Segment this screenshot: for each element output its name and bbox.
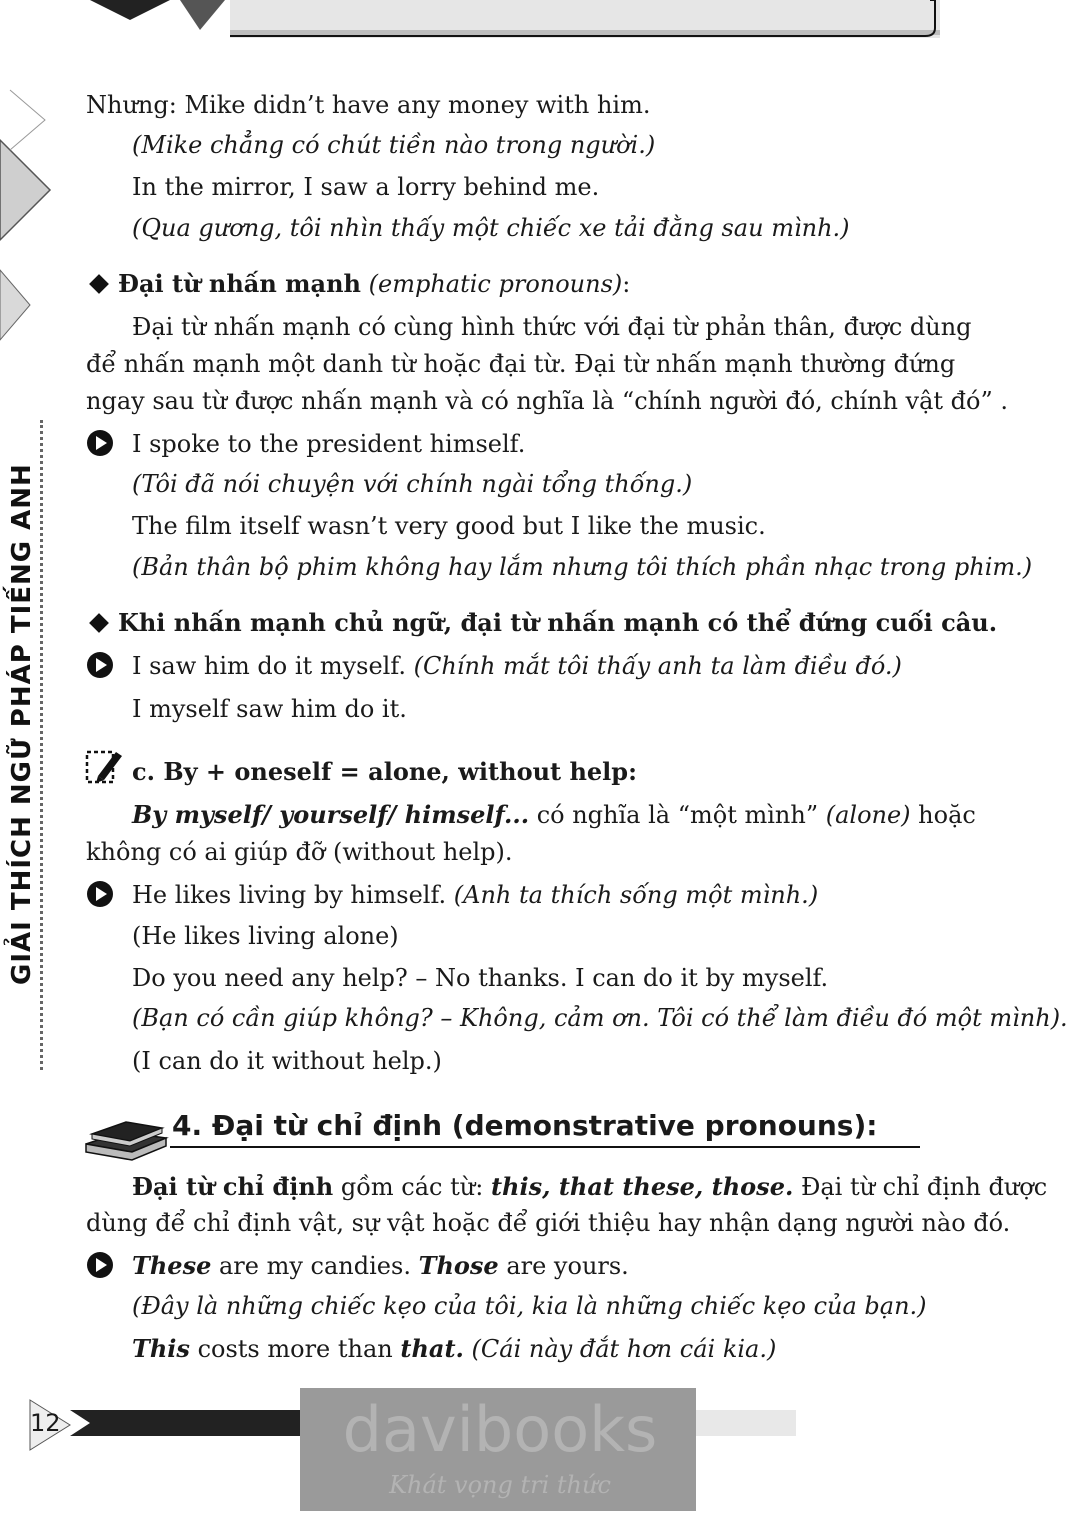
example-line: I myself saw him do it. [132,695,407,723]
bold-italic-span: that. [400,1334,464,1363]
sidebar-title: GIẢI THÍCH NGỮ PHÁP TIẾNG ANH [7,463,37,985]
paragraph-line: không có ai giúp đỡ (without help). [86,838,513,866]
paragraph-line [132,800,976,830]
play-circle-icon [87,1252,113,1278]
diamond-bullet-icon [89,613,109,633]
translation-line: (Bản thân bộ phim không hay lắm nhưng tôi thích phần nhạc trong phim.) [132,553,1033,581]
watermark-tagline: Khát vọng tri thức [389,1471,611,1499]
bold-italic-span: Those [418,1251,499,1280]
example-line [132,1251,629,1281]
subsection-heading: c. By + oneself = alone, without help: [132,757,637,786]
emphatic-heading [118,269,630,299]
example-line: (He likes living alone) [132,922,399,950]
bold-italic-phrase: By myself/ yourself/ himself... [132,800,530,829]
translation-line: (Tôi đã nói chuyện với chính ngài tổng thống.) [132,470,693,498]
italic-span: (Cái này đắt hơn cái kia.) [463,1335,777,1363]
example-line: I spoke to the president himself. [132,430,526,458]
translation-line: (Qua gương, tôi nhìn thấy một chiếc xe tải đằng sau mình.) [132,214,850,242]
heading-italic: (emphatic pronouns) [368,270,623,298]
example-text: He likes living by himself. [132,881,447,909]
play-circle-icon [87,881,113,907]
top-decoration [0,0,1000,45]
paragraph-line: để nhấn mạnh một danh từ hoặc đại từ. Đại từ nhấn mạnh thường đứng [86,350,956,378]
text-span: are yours. [498,1252,629,1280]
title-underline [170,1146,920,1148]
example-translation: (Anh ta thích sống một mình.) [453,881,819,909]
bold-span: Đại từ chỉ định [132,1172,334,1201]
page-number: 12 [30,1409,61,1437]
text-line: Nhưng: Mike didn’t have any money with him. [86,91,651,119]
bold-italic-span: this, that these, those. [490,1172,794,1201]
example-line [132,651,902,681]
watermark-brand: davibooks [342,1393,658,1466]
translation-line: (Đây là những chiếc kẹo của tôi, kia là những chiếc kẹo của bạn.) [132,1292,927,1320]
sidebar-dotted-line [40,420,43,1070]
translation-line: (Mike chẳng có chút tiền nào trong người.) [132,131,656,159]
play-circle-icon [87,652,113,678]
section-title: 4. Đại từ chỉ định (demonstrative pronouns): [172,1109,878,1142]
paragraph-line: ngay sau từ được nhấn mạnh và có nghĩa là “chính người đó, chính vật đó” . [86,387,1009,415]
notepad-pencil-icon [84,746,128,786]
paragraph-line: dùng để chỉ định vật, sự vật hoặc để giới thiệu hay nhận dạng người nào đó. [86,1209,1011,1237]
bold-italic-span: This [132,1334,190,1363]
example-text: I saw him do it myself. [132,652,406,680]
text-span: gồm các từ: [333,1173,491,1201]
example-line: Do you need any help? – No thanks. I can do it by myself. [132,964,829,992]
text-span: Đại từ chỉ định được [793,1173,1048,1201]
bold-italic-span: These [132,1251,212,1280]
paragraph-line: Đại từ nhấn mạnh có cùng hình thức với đại từ phản thân, được dùng [132,313,972,341]
play-circle-icon [87,430,113,456]
text-line: In the mirror, I saw a lorry behind me. [132,173,600,201]
left-decoration [0,60,60,400]
example-line: (I can do it without help.) [132,1047,442,1075]
rule-heading: Khi nhấn mạnh chủ ngữ, đại từ nhấn mạnh có thể đứng cuối câu. [118,608,998,637]
translation-line: (Bạn có cần giúp không? – Không, cảm ơn. Tôi có thể làm điều đó một mình). [132,1004,1068,1032]
heading-bold: Đại từ nhấn mạnh [118,269,361,298]
italic-span: (alone) [825,801,911,829]
example-line [132,880,818,910]
books-icon [82,1108,172,1164]
text-span: hoặc [910,801,976,829]
text-span: are my candies. [211,1252,419,1280]
example-line [132,1334,776,1364]
example-translation: (Chính mắt tôi thấy anh ta làm điều đó.) [413,652,902,680]
paragraph-line [132,1172,1047,1202]
text-span: costs more than [189,1335,401,1363]
heading-colon: : [622,270,631,298]
text-span: có nghĩa là “một mình” [529,801,826,829]
diamond-bullet-icon [89,274,109,294]
example-line: The film itself wasn’t very good but I like the music. [132,512,766,540]
